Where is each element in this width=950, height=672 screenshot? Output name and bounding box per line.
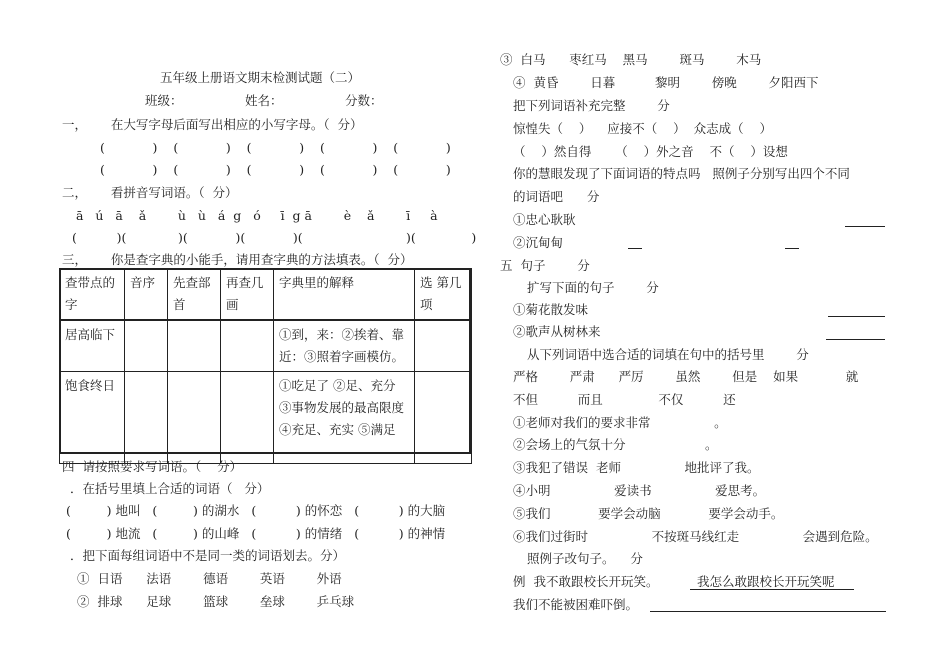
answer-line[interactable] [826, 339, 885, 340]
word-group-1: ① 日语 法语 德语 英语 外语 [77, 571, 342, 586]
section-4-part-2: ．把下面每组词语中不是同一类的词语划去。分） [70, 548, 346, 563]
page-title: 五年级上册语文期末检测试题（二） [160, 70, 361, 85]
table-row [60, 372, 472, 464]
score-label: 分数： [345, 93, 383, 108]
table-cell-char: 饱食终日 [60, 372, 125, 464]
discover-instruction-2: 的词语吧 分 [513, 189, 600, 204]
question-6[interactable]: ⑥我们过街时 不按斑马线红走 会遇到危险。 [513, 529, 878, 544]
word-group-2: ② 排球 足球 篮球 垒球 乒乓球 [77, 594, 355, 609]
idiom-row[interactable]: （ ）然自得 （ ）外之音 不（ ）设想 [513, 144, 788, 159]
word-group-4: ④ 黄昏 日暮 黎明 傍晚 夕阳西下 [513, 75, 819, 90]
table-cell-meaning: ①吃足了 ②足、充分 ③事物发展的最高限度 ④充足、充实 ⑤满足 [274, 372, 415, 464]
question-1[interactable]: ①老师对我们的要求非常 。 [513, 415, 727, 430]
table-cell-blank[interactable] [221, 320, 274, 372]
table-row [60, 320, 472, 372]
word-bank-row: 不但 而且 不仅 还 [513, 392, 736, 407]
rewrite-example-answer: 我怎么敢跟校长开玩笑呢 [697, 574, 835, 589]
table-header-choice: 选 第几项 [415, 269, 472, 321]
discover-instruction: 你的慧眼发现了下面词语的特点吗 照例子分别写出四个不同 [513, 166, 850, 181]
dictionary-table [59, 268, 472, 464]
question-3[interactable]: ③我犯了错误 老师 地批评了我。 [513, 460, 760, 475]
word-group-3: ③ 白马 枣红马 黑马 斑马 木马 [500, 52, 762, 67]
table-cell-blank[interactable] [125, 372, 168, 464]
section-2-heading: 二， 看拼音写词语。（ 分） [62, 185, 238, 200]
table-cell-blank[interactable] [415, 320, 472, 372]
rewrite-heading: 照例子改句子。 分 [527, 551, 643, 566]
section-5-heading: 五 句子 分 [500, 258, 590, 273]
rewrite-example: 例 我不敢跟校长开玩笑。 [513, 574, 659, 589]
answer-line[interactable] [845, 226, 885, 227]
section-4-part-1: ．在括号里填上合适的词语（ 分） [70, 481, 270, 496]
choose-words-heading: 从下列词语中选合适的词填在句中的括号里 分 [527, 347, 809, 362]
name-label: 姓名： [245, 93, 283, 108]
answer-line[interactable] [628, 248, 642, 249]
rewrite-sentence: 我们不能被困难吓倒。 [513, 597, 639, 612]
table-cell-blank[interactable] [125, 320, 168, 372]
answer-line[interactable] [650, 611, 886, 612]
expand-sentence-2: ②歌声从树林来 [513, 324, 601, 339]
table-header-radical: 先查部首 [168, 269, 221, 321]
question-2[interactable]: ②会场上的气氛十分 。 [513, 437, 718, 452]
answer-line[interactable] [828, 316, 885, 317]
expand-sentence-1: ①菊花散发味 [513, 302, 589, 317]
question-4[interactable]: ④小明 爱读书 爱思考。 [513, 483, 766, 498]
example-word-1: ①忠心耿耿 [513, 212, 576, 227]
expand-heading: 扩写下面的句子 分 [527, 280, 659, 295]
table-header-strokes: 再查几画 [221, 269, 274, 321]
class-label: 班级： [145, 93, 183, 108]
word-bank-row: 严格 严肃 严厉 虽然 但是 如果 就 [513, 369, 859, 384]
pinyin-row: ā ú ā ǎ ù ù á g ó ī g ā è ǎ ī à [76, 208, 438, 223]
section-4-fill-row[interactable]: ( ) 地叫 ( ) 的湖水 ( ) 的怀恋 ( ) 的大脑 [66, 503, 446, 518]
section-1-answer-row[interactable]: ( ) ( ) ( ) ( ) ( ) [100, 140, 451, 155]
table-cell-blank[interactable] [168, 320, 221, 372]
section-4-fill-row[interactable]: ( ) 地流 ( ) 的山峰 ( ) 的情绪 ( ) 的神情 [66, 526, 446, 541]
table-header-char: 查带点的字 [60, 269, 125, 321]
table-cell-blank[interactable] [415, 372, 472, 464]
question-5[interactable]: ⑤我们 要学会动脑 要学会动手。 [513, 506, 784, 521]
table-header-meaning: 字典里的解释 [274, 269, 415, 321]
table-cell-blank[interactable] [168, 372, 221, 464]
table-cell-meaning: ①到，来：②挨着、靠近：③照着字画模仿。 [274, 320, 415, 372]
section-2-answer-row[interactable]: ( )( )( )( )( )( ) [72, 230, 477, 245]
fill-idioms-heading: 把下列词语补充完整 分 [513, 98, 670, 113]
section-3-heading: 三， 你是查字典的小能手，请用查字典的方法填表。（ 分） [62, 252, 413, 267]
example-answer-underline [690, 589, 854, 590]
answer-line[interactable] [785, 248, 799, 249]
section-1-answer-row[interactable]: ( ) ( ) ( ) ( ) ( ) [100, 162, 451, 177]
table-cell-char: 居高临下 [60, 320, 125, 372]
example-word-2: ②沉甸甸 [513, 235, 564, 250]
section-1-heading: 一， 在大写字母后面写出相应的小写字母。（ 分） [62, 117, 363, 132]
section-4-heading: 四 请按照要求写词语。（ 分） [62, 459, 243, 474]
table-cell-blank[interactable] [221, 372, 274, 464]
table-header-initial: 音序 [125, 269, 168, 321]
idiom-row[interactable]: 惊惶失（ ） 应接不（ ） 众志成（ ） [513, 121, 773, 136]
